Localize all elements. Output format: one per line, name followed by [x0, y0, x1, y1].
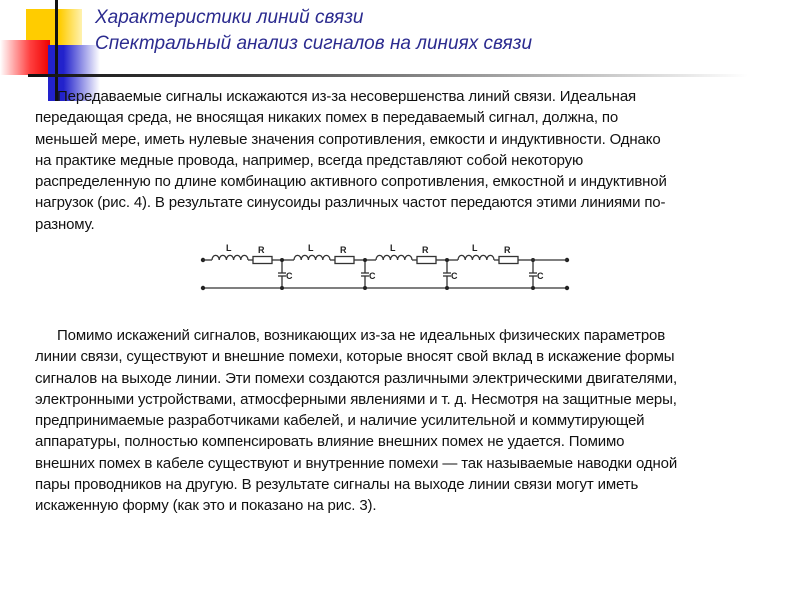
- capacitor-label: C: [451, 271, 458, 281]
- text-line: внешних помех в кабеле существуют и внутренние помехи — так называемые наводки одной: [35, 454, 678, 472]
- text-line: распределенную по длине комбинацию активного сопротивления, емкостной и индуктивной: [35, 173, 667, 191]
- inductor-coil: [212, 255, 248, 260]
- slide-subtitle: Спектральный анализ сигналов на линиях связи: [95, 33, 533, 54]
- junction-dot: [363, 286, 367, 290]
- resistor: [417, 257, 436, 264]
- resistor-label: R: [422, 245, 429, 255]
- junction-dot: [445, 258, 449, 262]
- text-line: на практике медные провода, например, всегда представляют собой некоторую: [35, 151, 584, 169]
- text-line: передающая среда, не вносящая никаких помех в передаваемый сигнал, должна, по: [35, 109, 619, 127]
- junction-dot: [363, 258, 367, 262]
- resistor: [253, 257, 272, 264]
- inductor-coil: [458, 255, 494, 260]
- junction-dot: [445, 286, 449, 290]
- capacitor-label: C: [537, 271, 544, 281]
- resistor-label: R: [340, 245, 347, 255]
- text-line: аппаратуры, полностью компенсировать влияние внешних помех не удается. Помимо: [35, 433, 625, 451]
- inductor-label: L: [390, 243, 396, 253]
- inductor-label: L: [472, 243, 478, 253]
- junction-dot: [280, 258, 284, 262]
- terminal-dot: [565, 286, 569, 290]
- inductor-label: L: [308, 243, 314, 253]
- capacitor-label: C: [286, 271, 293, 281]
- lc-line-circuit-diagram: [195, 235, 575, 295]
- text-line: линии связи, существуют и внешние помехи, которые вносят свой вклад в искажение формы: [35, 348, 675, 366]
- resistor-label: R: [504, 245, 511, 255]
- text-line: предпринимаемые разработчиками кабелей, и наличие усилительной и коммутирующей: [35, 412, 645, 430]
- text-line: нагрузок (рис. 4). В результате синусоиды различных частот передаются этими линиями по-: [35, 194, 666, 212]
- resistor: [499, 257, 518, 264]
- paragraph-1: [35, 86, 667, 235]
- inductor-coil: [294, 255, 330, 260]
- slide-title: Характеристики линий связи: [95, 7, 364, 28]
- decor-red-square: [0, 40, 50, 75]
- inductor-coil: [376, 255, 412, 260]
- text-line: меньшей мере, иметь нулевые значения сопротивления, емкости и индуктивности. Однако: [35, 130, 661, 148]
- inductor-label: L: [226, 243, 232, 253]
- text-line: пары проводников на другую. В результате сигналы на выходе линии связи могут иметь: [35, 476, 639, 494]
- junction-dot: [280, 286, 284, 290]
- capacitor-label: C: [369, 271, 376, 281]
- text-line: сигналов на выходе линии. Эти помехи создаются различными электрическими двигателями,: [35, 369, 678, 387]
- resistor-label: R: [258, 245, 265, 255]
- text-line: разному.: [35, 215, 95, 233]
- terminal-dot: [201, 286, 205, 290]
- text-line: Передаваемые сигналы искажаются из-за несовершенства линий связи. Идеальная: [57, 88, 636, 105]
- text-line: Помимо искажений сигналов, возникающих из-за не идеальных физических параметров: [57, 327, 666, 344]
- text-line: электронными устройствами, атмосферными явлениями и т. д. Несмотря на защитные меры,: [35, 390, 677, 408]
- junction-dot: [531, 286, 535, 290]
- decor-horizontal-line: [28, 74, 748, 77]
- text-line: искаженную форму (как это и показано на рис. 3).: [35, 497, 377, 515]
- resistor: [335, 257, 354, 264]
- paragraph-2: [35, 325, 677, 517]
